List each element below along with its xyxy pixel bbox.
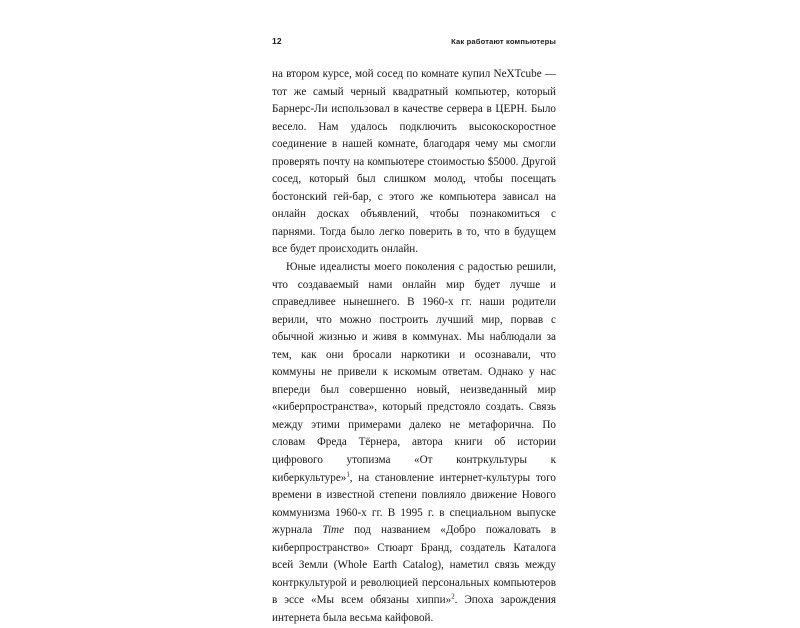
italic-term: Time <box>322 524 345 537</box>
paragraph-2: Юные идеалисты моего поколения с радостью решили, что создаваемый нами онлайн мир будет лучше и справедливее нынешнего. В 1960-х гг. наши родители верили, что можно построить лучший мир, порвав с обычной жизнью и живя в коммунах. Мы наблюдали за тем, как они бросали наркотики и осознавали, что коммуны не привели к искомым ответам. Однако у нас впереди был совершенно новый, неизведанный мир «киберпространства», который предстояло создать. Связь между этими примерами далеко не метафорична. По словам Фреда Тёрнера, автора книги об истории цифрового утопизма «От контркультуры к киберкультуре»$^1$, на становление интернет-культуры того времени в известной степени повлияло движение Нового коммунизма 1960-х гг. В 1995 г. в специальном выпуске журнала Time под названием «Добро пожаловать в киберпространство» Стюарт Бранд, создатель Каталога всей Земли (Whole Earth Catalog), наметил связь между контркультурой и революцией персональных компьютеров в эссе «Мы всем обязаны хиппи»$^2$. Эпоха зарождения интернета была весьма кайфовой. <box>272 261 556 624</box>
paragraph-1: на втором курсе, мой сосед по комнате купил NeXTcube — тот же самый черный квадратный компьютер, который Барнерс-Ли использовал в качестве сервера в ЦЕРН. Было весело. Нам удалось подключить высокоскоростное соединение в нашей комнате, благодаря чему мы смогли проверять почту на компьютере стоимостью $5000. Другой сосед, который был слишком молод, чтобы посещать бостонский гей-бар, с этого же компьютера зависал на онлайн досках объявлений, чтобы познакомиться с парнями. Тогда было легко поверить в то, что в будущем все будет происходить онлайн. <box>272 68 556 256</box>
running-title: Как работают компьютеры <box>451 37 556 46</box>
footnote-marker[interactable]: 1 <box>346 470 350 478</box>
page-number: 12 <box>272 36 282 46</box>
footnote-marker[interactable]: 2 <box>451 593 455 601</box>
running-head <box>272 37 556 46</box>
text-block <box>272 66 556 628</box>
